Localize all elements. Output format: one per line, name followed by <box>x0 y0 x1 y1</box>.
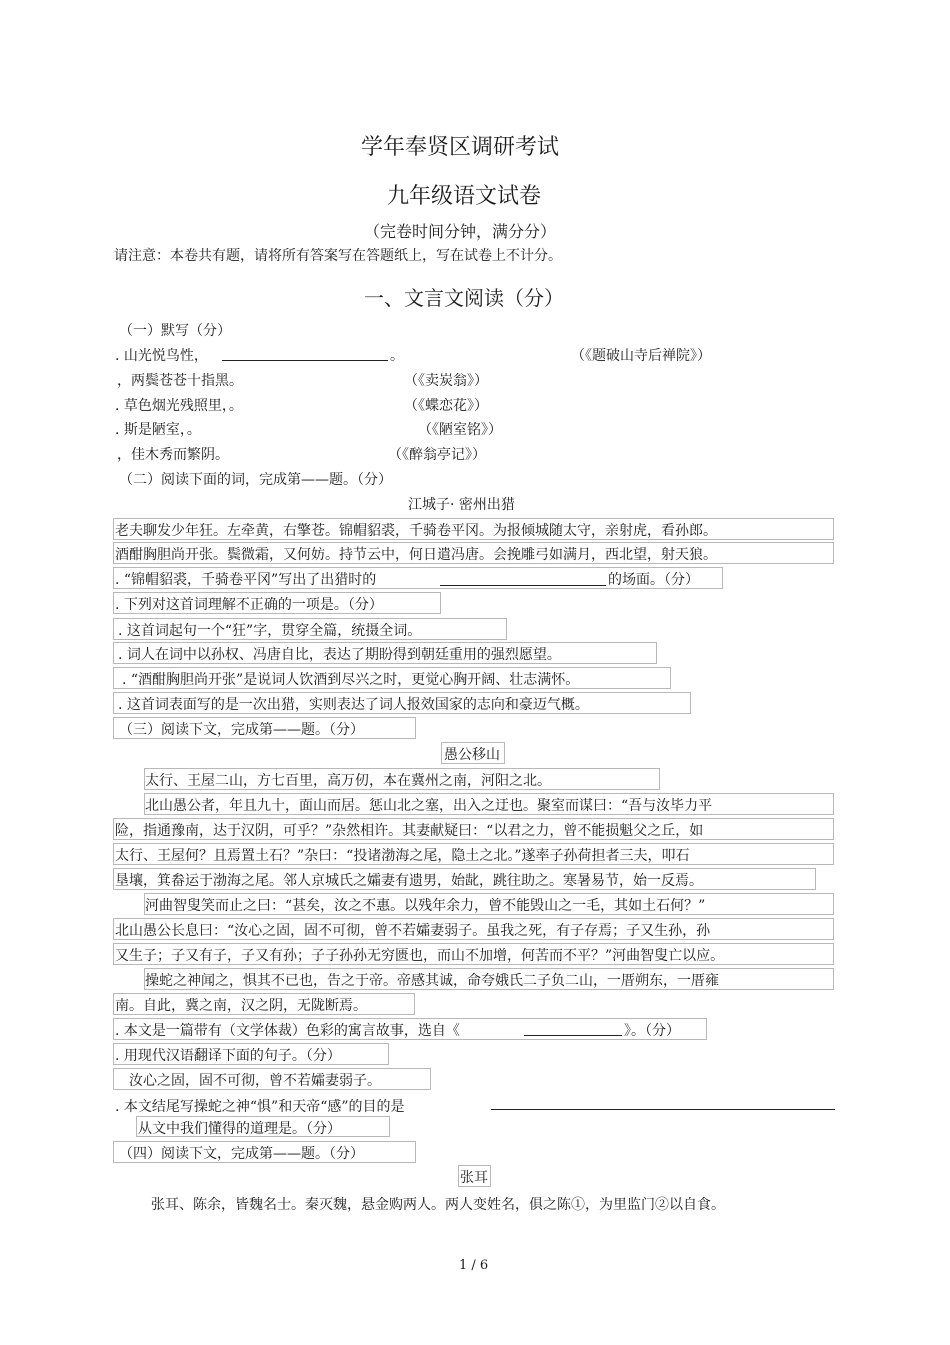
part2-heading: （二）阅读下面的词，完成第——题。（分） <box>119 472 392 488</box>
poem-question-1-tail: 的场面。（分） <box>608 572 699 588</box>
poem-line-2: 酒酣胸胆尚开张。鬓微霜，又何妨。持节云中，何日遣冯唐。会挽雕弓如满月，西北望，射天狼。 <box>115 547 717 563</box>
article-line-5: 垦壤，箕畚运于渤海之尾。邻人京城氏之孀妻有遗男，始龀，跳往助之。寒暑易节，始一反焉。 <box>115 873 703 889</box>
option-a[interactable]: . 这首词起句一个“狂”字，贯穿全篇，统摄全词。 <box>118 623 422 639</box>
article-line-6: 河曲智叟笑而止之曰：“甚矣，汝之不惠。以残年余力，曾不能毁山之一毛，其如土石何？” <box>145 898 706 914</box>
article-question-3-cont: 从文中我们懂得的道理是。（分） <box>138 1121 341 1137</box>
answer-blank-3[interactable] <box>524 1035 622 1036</box>
recite-item-4-source: （《陋室铭》） <box>418 422 502 438</box>
option-d[interactable]: . 这首词表面写的是一次出猎，实则表达了词人报效国家的志向和豪迈气概。 <box>118 697 589 713</box>
translate-sentence: 汝心之固，固不可彻，曾不若孀妻弱子。 <box>129 1073 381 1089</box>
article-line-7: 北山愚公长息曰：“汝心之固，固不可彻，曾不若孀妻弱子。虽我之死，有子存焉；子又生孙，孙 <box>115 923 711 939</box>
answer-blank-4[interactable] <box>491 1109 835 1110</box>
recite-item-1-tail: 。 <box>390 348 404 364</box>
part1-heading: （一）默写（分） <box>119 323 231 339</box>
exam-title: 学年奉贤区调研考试 <box>361 135 560 160</box>
recite-item-2-source: （《卖炭翁》） <box>404 373 488 389</box>
page-number: 1 / 6 <box>459 1258 489 1273</box>
answer-blank-1[interactable] <box>222 360 388 361</box>
part4-heading: （四）阅读下文，完成第——题。（分） <box>119 1146 364 1162</box>
article-line-8: 又生子；子又有子，子又有孙；子子孙孙无穷匮也，而山不加增，何苦而不平？”河曲智叟亡以应。 <box>115 948 725 964</box>
part4-line-1: 张耳、陈余，皆魏名士。秦灭魏，悬金购两人。两人变姓名，俱之陈①，为里监门②以自食。 <box>151 1197 725 1213</box>
article-line-9: 操蛇之神闻之，惧其不已也，告之于帝。帝感其诚，命夸娥氏二子负二山，一厝朔东，一厝雍 <box>145 973 719 989</box>
part4-title: 张耳 <box>460 1170 488 1186</box>
recite-item-1-text: . 山光悦鸟性， <box>115 348 208 364</box>
recite-item-3-source: （《蝶恋花》） <box>404 398 488 414</box>
section-heading: 一、文言文阅读（分） <box>364 286 564 310</box>
article-question-1-tail: 》。（分） <box>624 1023 680 1039</box>
poem-title: 江城子· 密州出猎 <box>408 497 515 513</box>
article-line-10: 南。自此，冀之南，汉之阴，无陇断焉。 <box>115 998 367 1014</box>
article-question-1: . 本文是一篇带有（文学体裁）色彩的寓言故事，选自《 <box>115 1023 460 1039</box>
option-b[interactable]: . 词人在词中以孙权、冯唐自比，表达了期盼得到朝廷重用的强烈愿望。 <box>118 647 561 663</box>
recite-item-3: . 草色烟光残照里，。 <box>115 398 243 414</box>
article-line-1: 太行、王屋二山，方七百里，高万仞，本在冀州之南，河阳之北。 <box>145 773 551 789</box>
recite-item-1 <box>115 345 208 365</box>
article-question-2: . 用现代汉语翻译下面的句子。（分） <box>115 1048 341 1064</box>
paper-title: 九年级语文试卷 <box>387 184 542 209</box>
recite-item-2: ，两鬓苍苍十指黑。 <box>117 373 243 389</box>
part3-heading: （三）阅读下文，完成第——题。（分） <box>119 722 364 738</box>
article-line-3: 险，指通豫南，达于汉阴，可乎？”杂然相许。其妻献疑曰：“以君之力，曾不能损魁父之丘，如 <box>115 823 704 839</box>
answer-blank-2[interactable] <box>440 585 606 586</box>
article-title: 愚公移山 <box>444 747 500 763</box>
recite-item-1-source: （《题破山寺后禅院》） <box>571 348 711 364</box>
article-line-2: 北山愚公者，年且九十，面山而居。惩山北之塞，出入之迂也。聚室而谋曰：“吾与汝毕力平 <box>145 798 713 814</box>
exam-note: 请注意：本卷共有题，请将所有答案写在答题纸上，写在试卷上不计分。 <box>114 248 562 264</box>
article-line-4: 太行、王屋何？且焉置土石？”杂曰：“投诸渤海之尾，隐土之北。”遂率子孙荷担者三夫，叩石 <box>115 848 690 864</box>
poem-line-1: 老夫聊发少年狂。左牵黄，右擎苍。锦帽貂裘，千骑卷平冈。为报倾城随太守，亲射虎，看孙郎。 <box>115 523 717 539</box>
exam-subtitle: （完卷时间分钟，满分分） <box>364 222 557 241</box>
recite-item-5: ，佳木秀而繁阴。 <box>117 447 229 463</box>
option-c[interactable]: . “酒酣胸胆尚开张”是说词人饮酒到尽兴之时，更觉心胸开阔、壮志满怀。 <box>122 672 580 688</box>
poem-question-2: . 下列对这首词理解不正确的一项是。（分） <box>115 597 383 613</box>
article-question-3: . 本文结尾写操蛇之神“惧”和天帝“感”的目的是 <box>115 1099 405 1115</box>
recite-item-5-source: （《醉翁亭记》） <box>388 447 486 463</box>
poem-question-1: . “锦帽貂裘，千骑卷平冈”写出了出猎时的 <box>115 572 377 588</box>
recite-item-4: . 斯是陋室，。 <box>115 422 201 438</box>
